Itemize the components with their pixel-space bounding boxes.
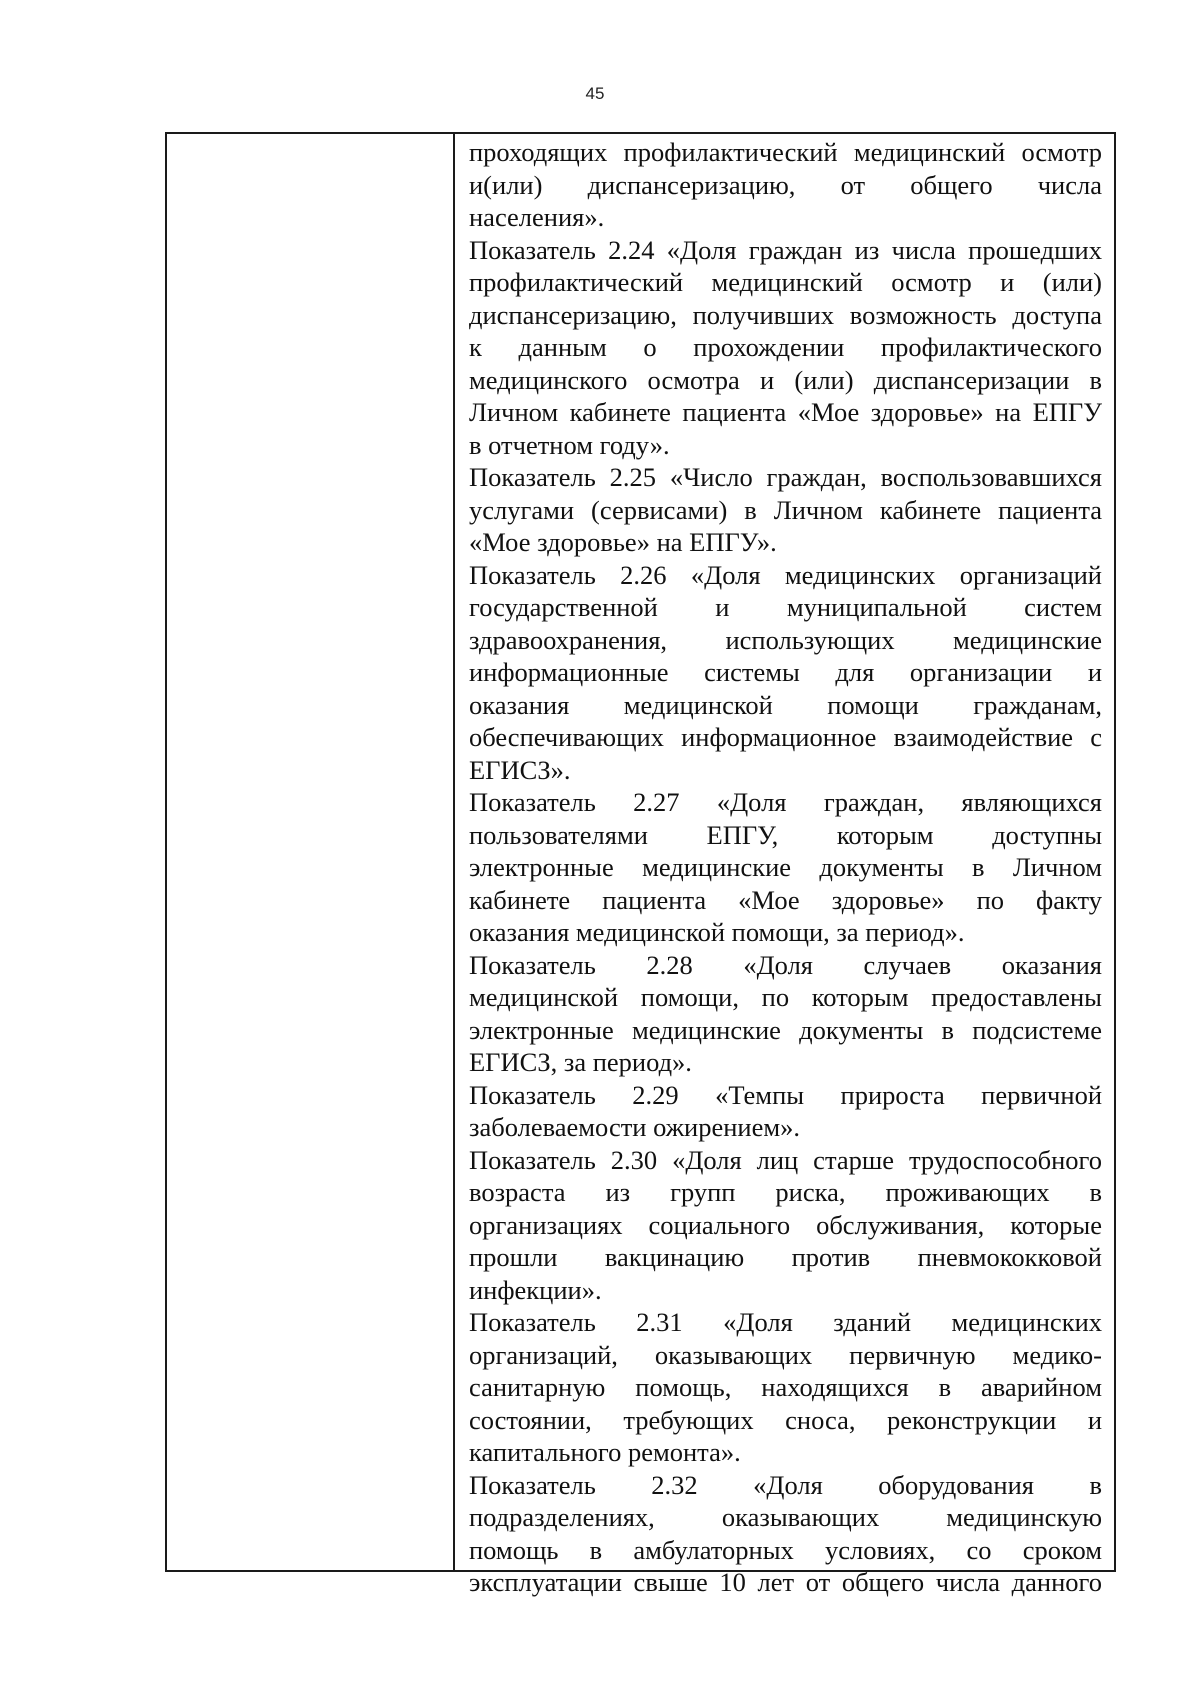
page-number: 45	[585, 84, 605, 103]
text-line: Показатель 2.29 «Темпы прироста первичной	[469, 1079, 1102, 1110]
text-line: Показатель 2.30 «Доля лиц старше трудоспособного	[469, 1144, 1102, 1175]
text-line: информационные системы для организации и	[469, 657, 1102, 687]
indicator-paragraph	[469, 786, 1102, 949]
text-line: здравоохранения, использующих медицинские	[469, 624, 1102, 655]
indicator-paragraph	[469, 1306, 1102, 1469]
text-line: Показатель 2.26 «Доля медицинских организаций	[469, 559, 1102, 590]
text-line: электронные медицинские документы в Личном	[469, 852, 1102, 882]
indicator-paragraph	[469, 559, 1102, 787]
text-line: ЕГИСЗ».	[469, 754, 571, 785]
indicator-paragraph	[469, 1144, 1102, 1307]
text-line: профилактический медицинский осмотр и (или)	[469, 267, 1102, 297]
text-line: услугами (сервисами) в Личном кабинете пациента	[469, 494, 1102, 525]
indicator-paragraph	[469, 1079, 1102, 1144]
table-right-cell	[455, 134, 1114, 1597]
text-line: Показатель 2.31 «Доля зданий медицинских	[469, 1307, 1102, 1337]
text-line: оказания медицинской помощи, за период».	[469, 917, 965, 947]
text-line: Показатель 2.25 «Число граждан, воспользовавшихся	[469, 462, 1102, 492]
text-line: организаций, оказывающих первичную медико-	[469, 1339, 1102, 1370]
text-line: заболеваемости ожирением».	[469, 1112, 800, 1142]
table-left-cell	[167, 134, 455, 1570]
text-line: организациях социального обслуживания, которые	[469, 1209, 1102, 1240]
text-line: возраста из групп риска, проживающих в	[469, 1177, 1102, 1207]
indicator-paragraph	[469, 136, 1102, 234]
text-line: населения».	[469, 202, 605, 232]
text-line: состоянии, требующих сноса, реконструкции и	[469, 1404, 1102, 1435]
text-line: проходящих профилактический медицинский осмотр	[469, 137, 1102, 167]
text-line: «Мое здоровье» на ЕПГУ».	[469, 527, 777, 557]
text-line: и(или) диспансеризацию, от общего числа	[469, 169, 1102, 200]
text-line: государственной и муниципальной систем	[469, 592, 1102, 622]
text-line: медицинской помощи, по которым предоставлены	[469, 982, 1102, 1012]
text-line: прошли вакцинацию против пневмококковой	[469, 1242, 1102, 1272]
text-line: кабинете пациента «Мое здоровье» по факту	[469, 884, 1102, 915]
text-line: обеспечивающих информационное взаимодействие с	[469, 722, 1102, 752]
text-line: оказания медицинской помощи гражданам,	[469, 689, 1102, 720]
text-line: Показатель 2.24 «Доля граждан из числа прошедших	[469, 234, 1102, 265]
document-table	[165, 132, 1116, 1597]
text-line: диспансеризацию, получивших возможность доступа	[469, 299, 1102, 330]
indicator-paragraph	[469, 949, 1102, 1079]
text-line: Показатель 2.27 «Доля граждан, являющихся	[469, 787, 1102, 817]
text-line: Личном кабинете пациента «Мое здоровье» на ЕПГУ	[469, 397, 1102, 427]
text-line: медицинского осмотра и (или) диспансеризации в	[469, 364, 1102, 395]
text-line: ЕГИСЗ, за период».	[469, 1047, 692, 1077]
text-line: эксплуатации свыше 10 лет от общего числа данного	[469, 1567, 1102, 1597]
indicator-paragraph	[469, 461, 1102, 559]
text-line: Показатель 2.28 «Доля случаев оказания	[469, 949, 1102, 980]
text-line: электронные медицинские документы в подсистеме	[469, 1014, 1102, 1045]
text-line: Показатель 2.32 «Доля оборудования в	[469, 1469, 1102, 1500]
text-line: пользователями ЕПГУ, которым доступны	[469, 819, 1102, 850]
text-line: санитарную помощь, находящихся в аварийном	[469, 1372, 1102, 1402]
text-line: подразделениях, оказывающих медицинскую	[469, 1502, 1102, 1532]
indicator-paragraph	[469, 1469, 1102, 1599]
text-line: инфекции».	[469, 1274, 602, 1305]
indicator-paragraph	[469, 234, 1102, 462]
text-line: к данным о прохождении профилактического	[469, 332, 1102, 362]
text-line: капитального ремонта».	[469, 1437, 741, 1467]
text-line: помощь в амбулаторных условиях, со сроком	[469, 1534, 1102, 1565]
text-line: в отчетном году».	[469, 429, 670, 460]
